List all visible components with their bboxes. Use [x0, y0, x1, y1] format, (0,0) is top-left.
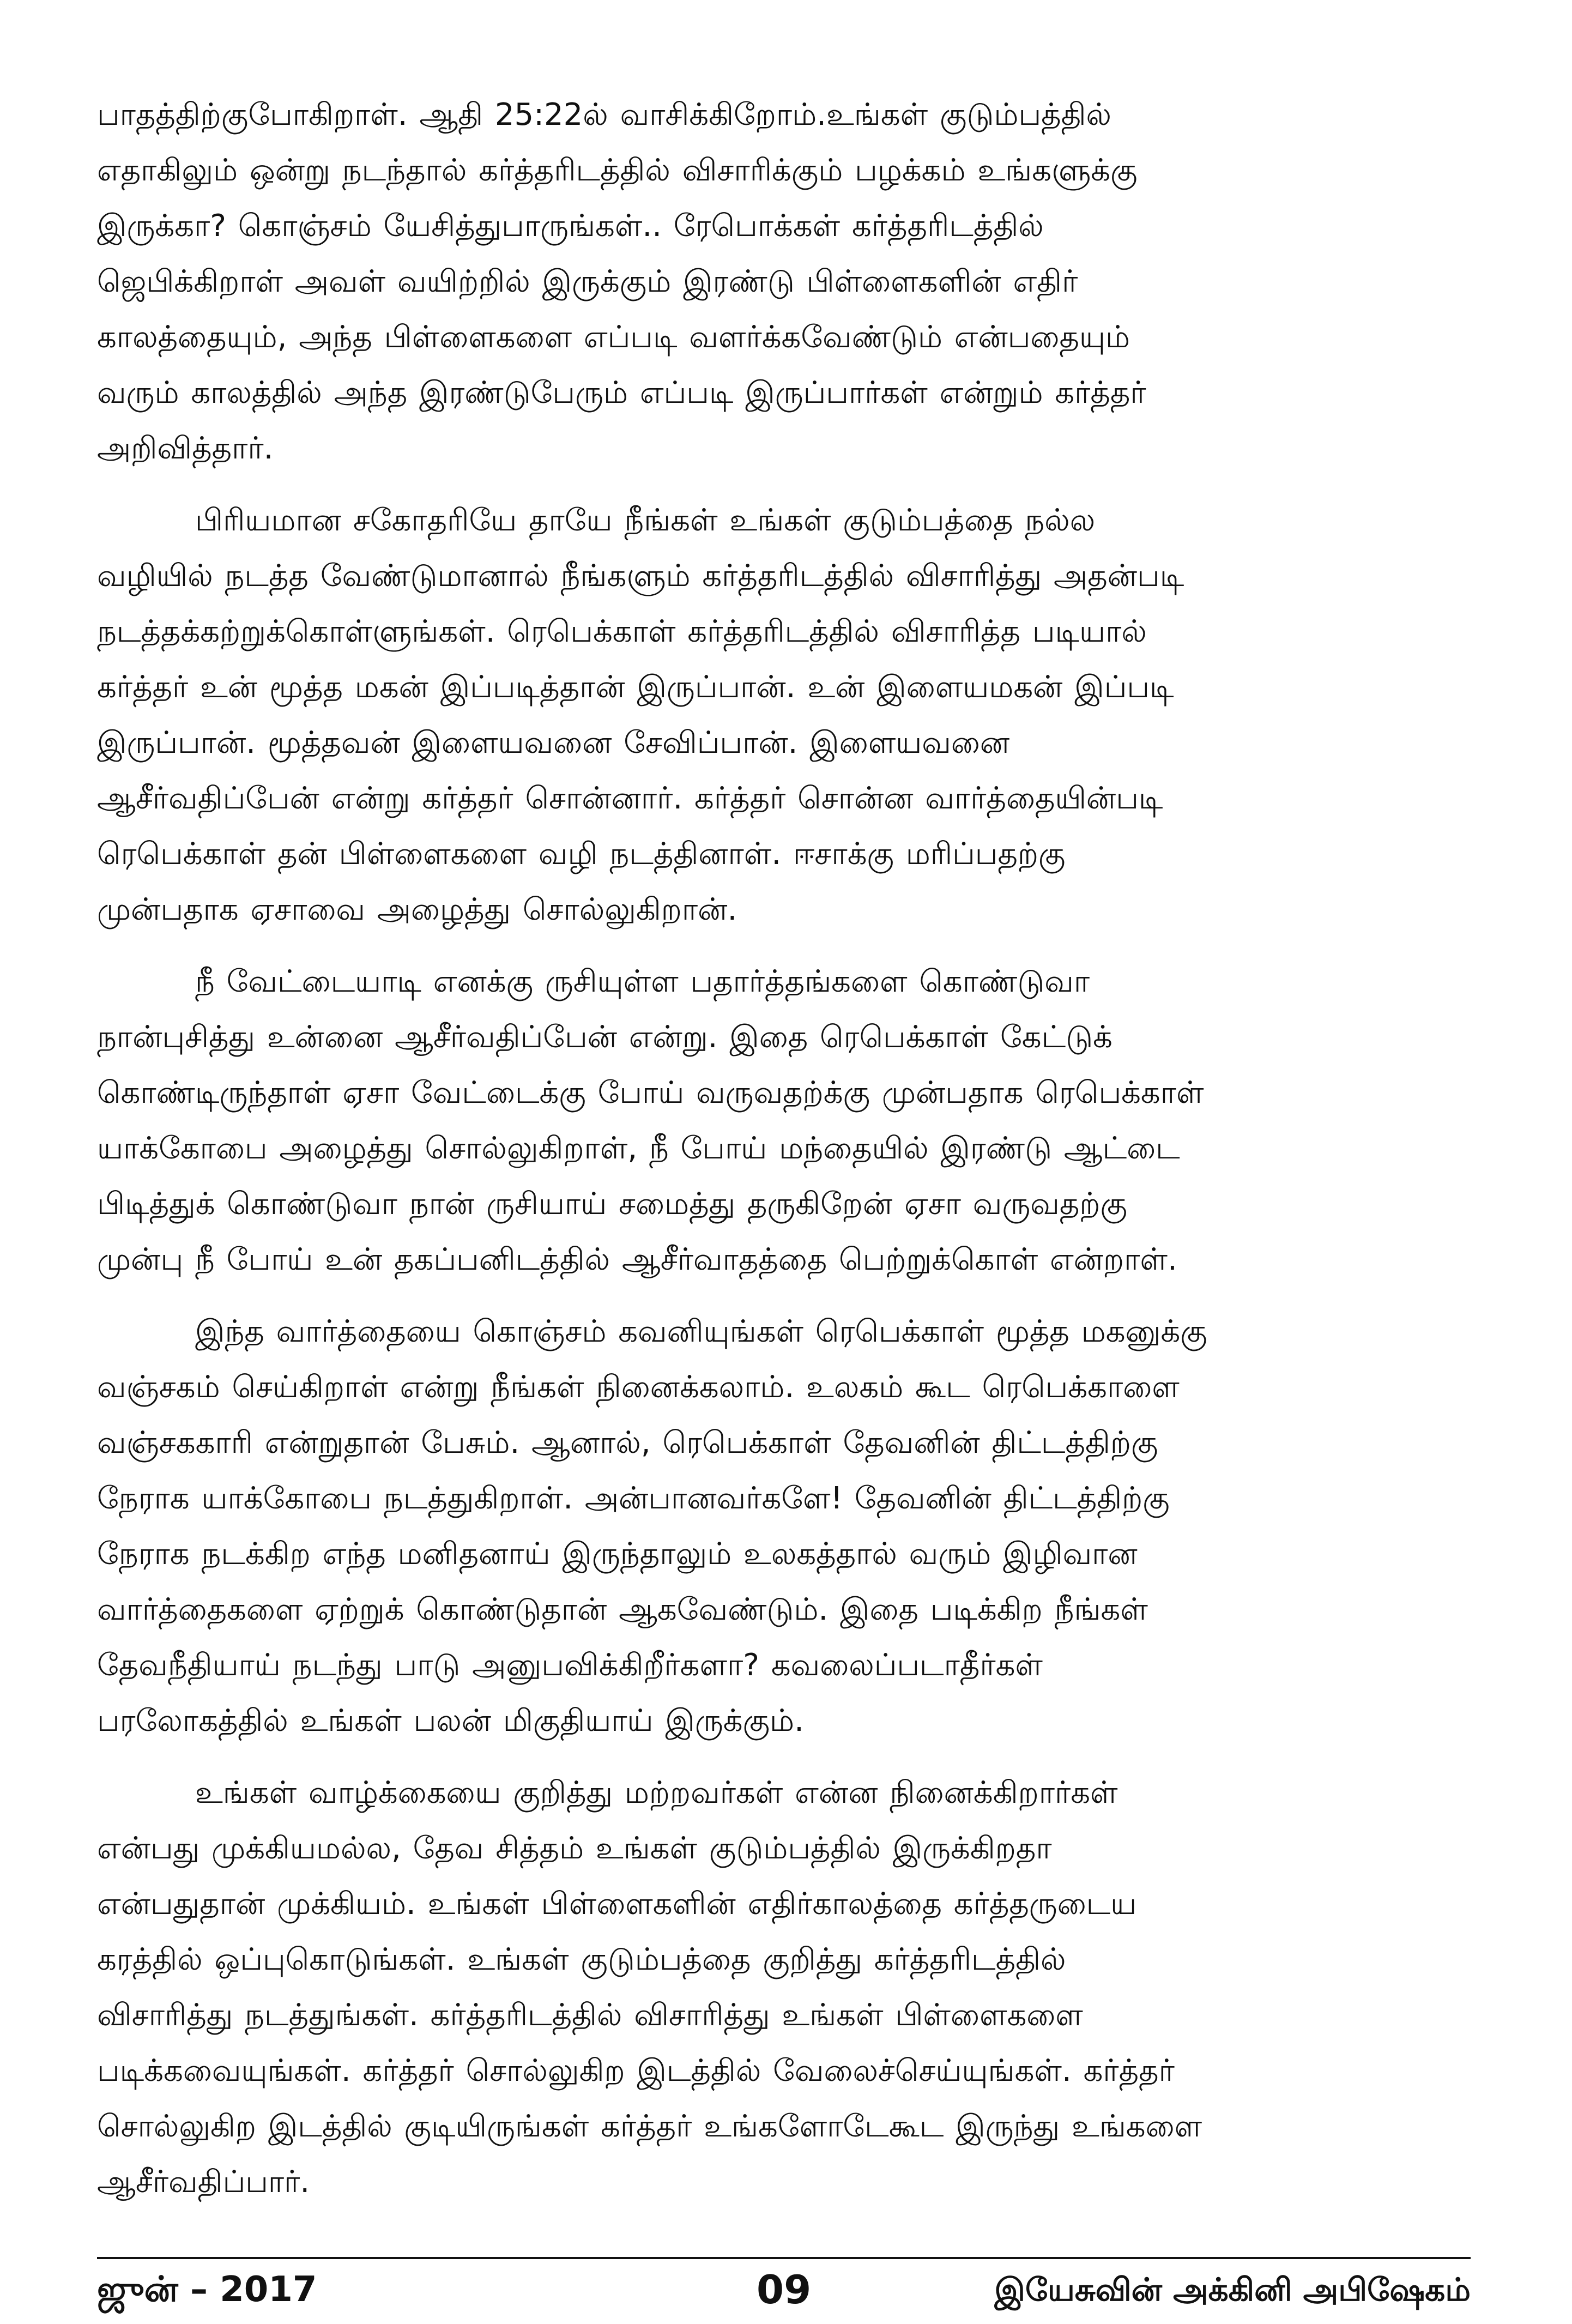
text-line: இருப்பான். மூத்தவன் இளையவனை சேவிப்பான். இளையவனை — [97, 725, 1010, 760]
page-footer — [97, 2262, 1471, 2317]
text-line: இருக்கா? கொஞ்சம் யேசித்துபாருங்கள்.. ரேபொக்கள் கர்த்தரிடத்தில் — [97, 208, 1044, 244]
text-line: என்பது முக்கியமல்ல, தேவ சித்தம் உங்கள் குடும்பத்தில் இருக்கிறதா — [97, 1831, 1052, 1866]
issue-date: ஜுன் – 2017 — [97, 2269, 317, 2310]
footer-divider — [97, 2257, 1471, 2259]
text-line: வஞ்சகம் செய்கிறாள் என்று நீங்கள் நினைக்கலாம். உலகம் கூட ரெபெக்காளை — [97, 1369, 1180, 1405]
text-line: கொண்டிருந்தாள் ஏசா வேட்டைக்கு போய் வருவதற்க்கு முன்பதாக ரெபெக்காள் — [97, 1075, 1204, 1110]
paragraph — [97, 1765, 1471, 2210]
text-line: யாக்கோபை அழைத்து சொல்லுகிறாள், நீ போய் மந்தையில் இரண்டு ஆட்டை — [97, 1131, 1180, 1166]
paragraph — [97, 954, 1471, 1288]
text-line: என்பதுதான் முக்கியம். உங்கள் பிள்ளைகளின் எதிர்காலத்தை கர்த்தருடைய — [97, 1886, 1137, 1922]
text-line: பாதத்திற்குபோகிறாள். ஆதி 25:22ல் வாசிக்கிறோம்.உங்கள் குடும்பத்தில் — [97, 97, 1111, 132]
text-line: ஆசீர்வதிப்பார். — [97, 2164, 310, 2200]
article-body — [97, 87, 1471, 2226]
text-line: ரெபெக்காள் தன் பிள்ளைகளை வழி நடத்தினாள். ஈசாக்கு மரிப்பதற்கு — [97, 836, 1066, 872]
text-line: நேராக யாக்கோபை நடத்துகிறாள். அன்பானவர்களே! தேவனின் திட்டத்திற்கு — [97, 1481, 1170, 1516]
page-number: 09 — [757, 2267, 812, 2313]
text-line: பரலோகத்தில் உங்கள் பலன் மிகுதியாய் இருக்கும். — [97, 1703, 804, 1739]
paragraph — [97, 87, 1471, 476]
text-line: எதாகிலும் ஒன்று நடந்தால் கர்த்தரிடத்தில் விசாரிக்கும் பழக்கம் உங்களுக்கு — [97, 153, 1138, 188]
text-line: வரும் காலத்தில் அந்த இரண்டுபேரும் எப்படி இருப்பார்கள் என்றும் கர்த்தர் — [97, 375, 1146, 411]
text-line: உங்கள் வாழ்க்கையை குறித்து மற்றவர்கள் என்ன நினைக்கிறார்கள் — [195, 1775, 1118, 1810]
text-line: பிரியமான சகோதரியே தாயே நீங்கள் உங்கள் குடும்பத்தை நல்ல — [195, 503, 1096, 538]
text-line: இந்த வார்த்தையை கொஞ்சம் கவனியுங்கள் ரெபெக்காள் மூத்த மகனுக்கு — [195, 1314, 1207, 1349]
text-line: விசாரித்து நடத்துங்கள். கர்த்தரிடத்தில் விசாரித்து உங்கள் பிள்ளைகளை — [97, 1997, 1083, 2033]
text-line: வழியில் நடத்த வேண்டுமானால் நீங்களும் கர்த்தரிடத்தில் விசாரித்து அதன்படி — [97, 558, 1184, 594]
text-line: காலத்தையும், அந்த பிள்ளைகளை எப்படி வளர்க்கவேண்டும் என்பதையும் — [97, 319, 1130, 355]
text-line: வஞ்சககாரி என்றுதான் பேசும். ஆனால், ரெபெக்காள் தேவனின் திட்டத்திற்கு — [97, 1425, 1158, 1460]
text-line: நீ வேட்டையாடி எனக்கு ருசியுள்ள பதார்த்தங்களை கொண்டுவா — [195, 964, 1090, 999]
paragraph — [97, 493, 1471, 938]
text-line: கரத்தில் ஒப்புகொடுங்கள். உங்கள் குடும்பத்தை குறித்து கர்த்தரிடத்தில் — [97, 1942, 1066, 1977]
text-line: கர்த்தர் உன் மூத்த மகன் இப்படித்தான் இருப்பான். உன் இளையமகன் இப்படி — [97, 669, 1174, 705]
text-line: சொல்லுகிற இடத்தில் குடியிருங்கள் கர்த்தர் உங்களோடேகூட இருந்து உங்களை — [97, 2109, 1202, 2144]
text-line: முன்பதாக ஏசாவை அழைத்து சொல்லுகிறான். — [97, 892, 737, 927]
text-line: ஜெபிக்கிறாள் அவள் வயிற்றில் இருக்கும் இரண்டு பிள்ளைகளின் எதிர் — [97, 264, 1078, 299]
paragraph — [97, 1304, 1471, 1749]
text-line: நான்புசித்து உன்னை ஆசீர்வதிப்பேன் என்று. இதை ரெபெக்காள் கேட்டுக் — [97, 1019, 1113, 1055]
text-line: அறிவித்தார். — [97, 431, 274, 466]
text-line: நடத்தக்கற்றுக்கொள்ளுங்கள். ரெபெக்காள் கர்த்தரிடத்தில் விசாரித்த படியால் — [97, 614, 1147, 649]
text-line: வார்த்தைகளை ஏற்றுக் கொண்டுதான் ஆகவேண்டும். இதை படிக்கிற நீங்கள் — [97, 1592, 1148, 1627]
text-line: முன்பு நீ போய் உன் தகப்பனிடத்தில் ஆசீர்வாதத்தை பெற்றுக்கொள் என்றாள். — [97, 1242, 1177, 1277]
text-line: ஆசீர்வதிப்பேன் என்று கர்த்தர் சொன்னார். கர்த்தர் சொன்ன வார்த்தையின்படி — [97, 781, 1163, 816]
text-line: நேராக நடக்கிற எந்த மனிதனாய் இருந்தாலும் உலகத்தால் வரும் இழிவான — [97, 1536, 1138, 1572]
text-line: பிடித்துக் கொண்டுவா நான் ருசியாய் சமைத்து தருகிறேன் ஏசா வருவதற்கு — [97, 1186, 1127, 1222]
text-line: படிக்கவையுங்கள். கர்த்தர் சொல்லுகிற இடத்தில் வேலைச்செய்யுங்கள். கர்த்தர் — [97, 2053, 1175, 2088]
magazine-title: இயேசுவின் அக்கினி அபிஷேகம் — [994, 2271, 1471, 2308]
text-line: தேவநீதியாய் நடந்து பாடு அனுபவிக்கிறீர்களா? கவலைப்படாதீர்கள் — [97, 1647, 1043, 1683]
